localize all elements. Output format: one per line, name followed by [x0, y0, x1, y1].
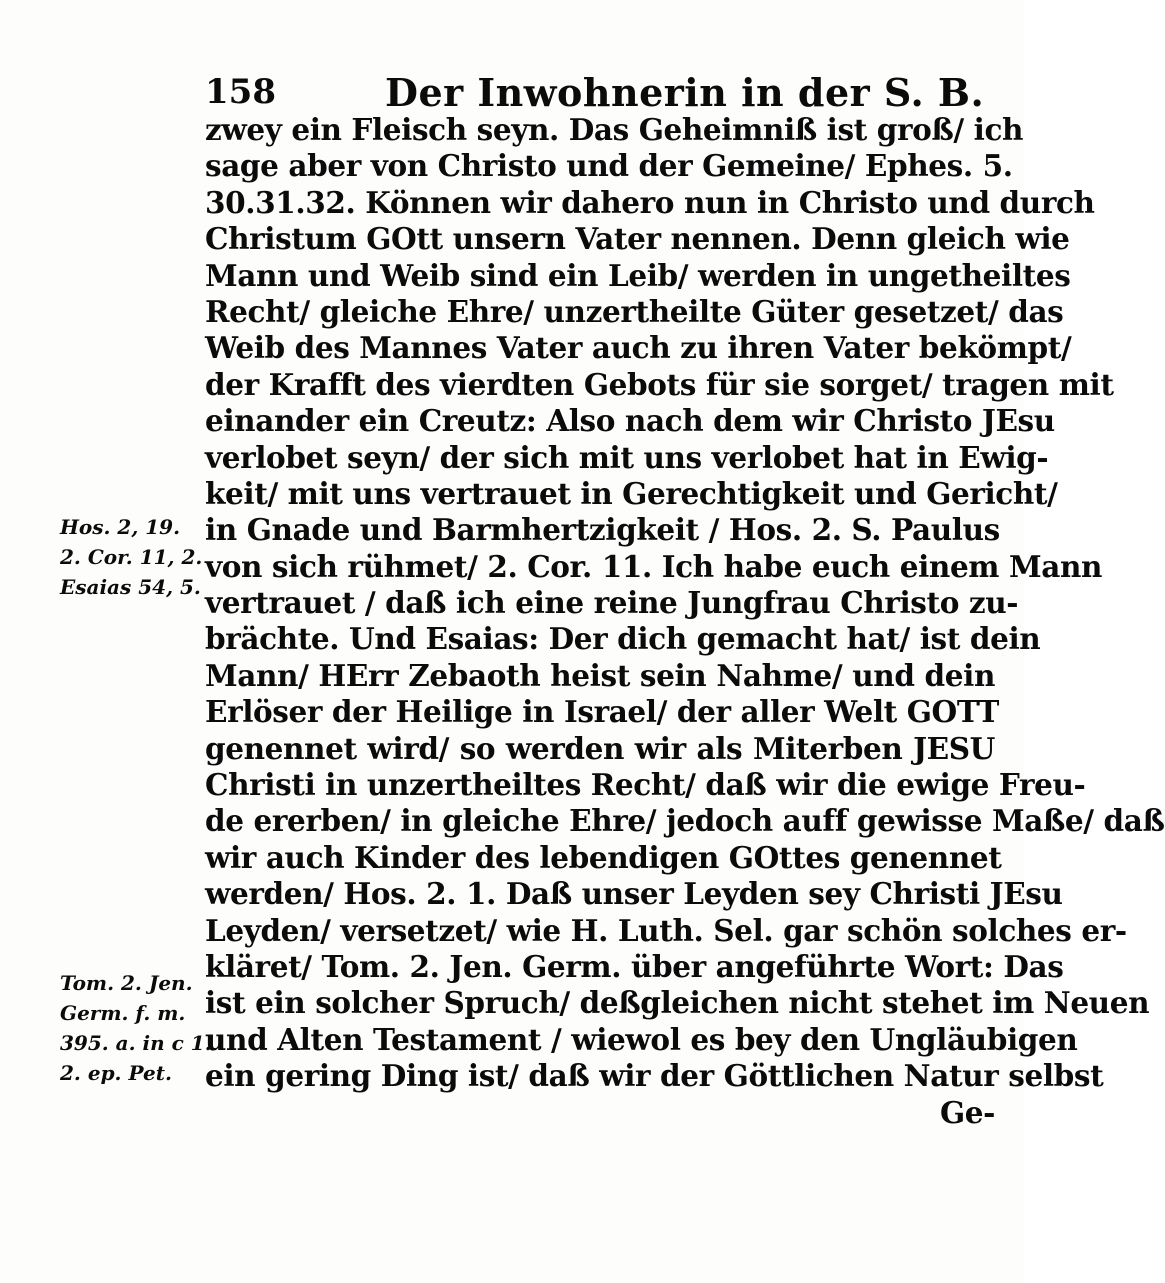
text-line: der Krafft des vierdten Gebots für sie sorget/ tragen mit	[205, 366, 1114, 402]
margin-note-line: 395. a. in c 1.	[60, 1031, 212, 1055]
text-line: Christi in unzertheiltes Recht/ daß wir die ewige Freu-	[205, 767, 1086, 803]
text-line: Mann und Weib sind ein Leib/ werden in ungetheiltes	[205, 257, 1071, 293]
margin-note-luther-ref	[60, 968, 210, 1088]
body-text	[205, 112, 1165, 1131]
text-line: brächte. Und Esaias: Der dich gemacht hat/ ist dein	[205, 621, 1041, 657]
text-line: zwey ein Fleisch seyn. Das Geheimniß ist groß/ ich	[205, 112, 1024, 147]
margin-note-line: Tom. 2. Jen.	[60, 971, 193, 995]
text-line: in Gnade und Barmhertzigkeit / Hos. 2. S. Paulus	[205, 512, 1000, 548]
text-line: und Alten Testament / wiewol es bey den Ungläubigen	[205, 1021, 1078, 1057]
text-line: ein gering Ding ist/ daß wir der Göttlichen Natur selbst	[205, 1058, 1104, 1094]
text-line: von sich rühmet/ 2. Cor. 11. Ich habe euch einem Mann	[205, 548, 1103, 584]
text-line: Christum GOtt unsern Vater nennen. Denn gleich wie	[205, 221, 1070, 257]
text-line: ist ein solcher Spruch/ deßgleichen nicht stehet im Neuen	[205, 985, 1150, 1021]
margin-note-line: Esaias 54, 5.	[60, 575, 201, 599]
text-line: sage aber von Christo und der Gemeine/ Ephes. 5.	[205, 148, 1013, 184]
margin-note-line: Germ. f. m.	[60, 1001, 186, 1025]
text-line: Weib des Mannes Vater auch zu ihren Vater bekömpt/	[205, 330, 1072, 366]
text-line: werden/ Hos. 2. 1. Daß unser Leyden sey Christi JEsu	[205, 876, 1063, 912]
text-line: Recht/ gleiche Ehre/ unzertheilte Güter gesetzet/ das	[205, 293, 1064, 329]
text-line: einander ein Creutz: Also nach dem wir Christo JEsu	[205, 403, 1055, 439]
text-line: wir auch Kinder des lebendigen GOttes genennet	[205, 839, 1002, 875]
page-number: 158	[205, 72, 276, 112]
text-line: Mann/ HErr Zebaoth heist sein Nahme/ und dein	[205, 657, 995, 693]
margin-note-scripture-refs	[60, 512, 210, 602]
text-line: Erlöser der Heilige in Israel/ der aller Welt GOTT	[205, 694, 999, 730]
text-line: kläret/ Tom. 2. Jen. Germ. über angeführte Wort: Das	[205, 948, 1064, 984]
running-title: Der Inwohnerin in der S. B.	[385, 70, 985, 115]
text-line: 30.31.32. Können wir dahero nun in Christo und durch	[205, 184, 1095, 220]
text-line: vertrauet / daß ich eine reine Jungfrau Christo zu-	[205, 585, 1019, 621]
text-line: verlobet seyn/ der sich mit uns verlobet hat in Ewig-	[205, 439, 1049, 475]
text-line: genennet wird/ so werden wir als Miterben JESU	[205, 730, 995, 766]
text-line: Leyden/ versetzet/ wie H. Luth. Sel. gar schön solches er-	[205, 912, 1127, 948]
margin-note-line: 2. Cor. 11, 2.	[60, 545, 203, 569]
page-header	[205, 72, 1005, 116]
text-line: de ererben/ in gleiche Ehre/ jedoch auff gewisse Maße/ daß	[205, 803, 1165, 839]
margin-note-line: Hos. 2, 19.	[60, 515, 181, 539]
catchword: Ge-	[939, 1094, 995, 1130]
margin-note-line: 2. ep. Pet.	[60, 1061, 172, 1085]
text-line: keit/ mit uns vertrauet in Gerechtigkeit und Gericht/	[205, 475, 1058, 511]
